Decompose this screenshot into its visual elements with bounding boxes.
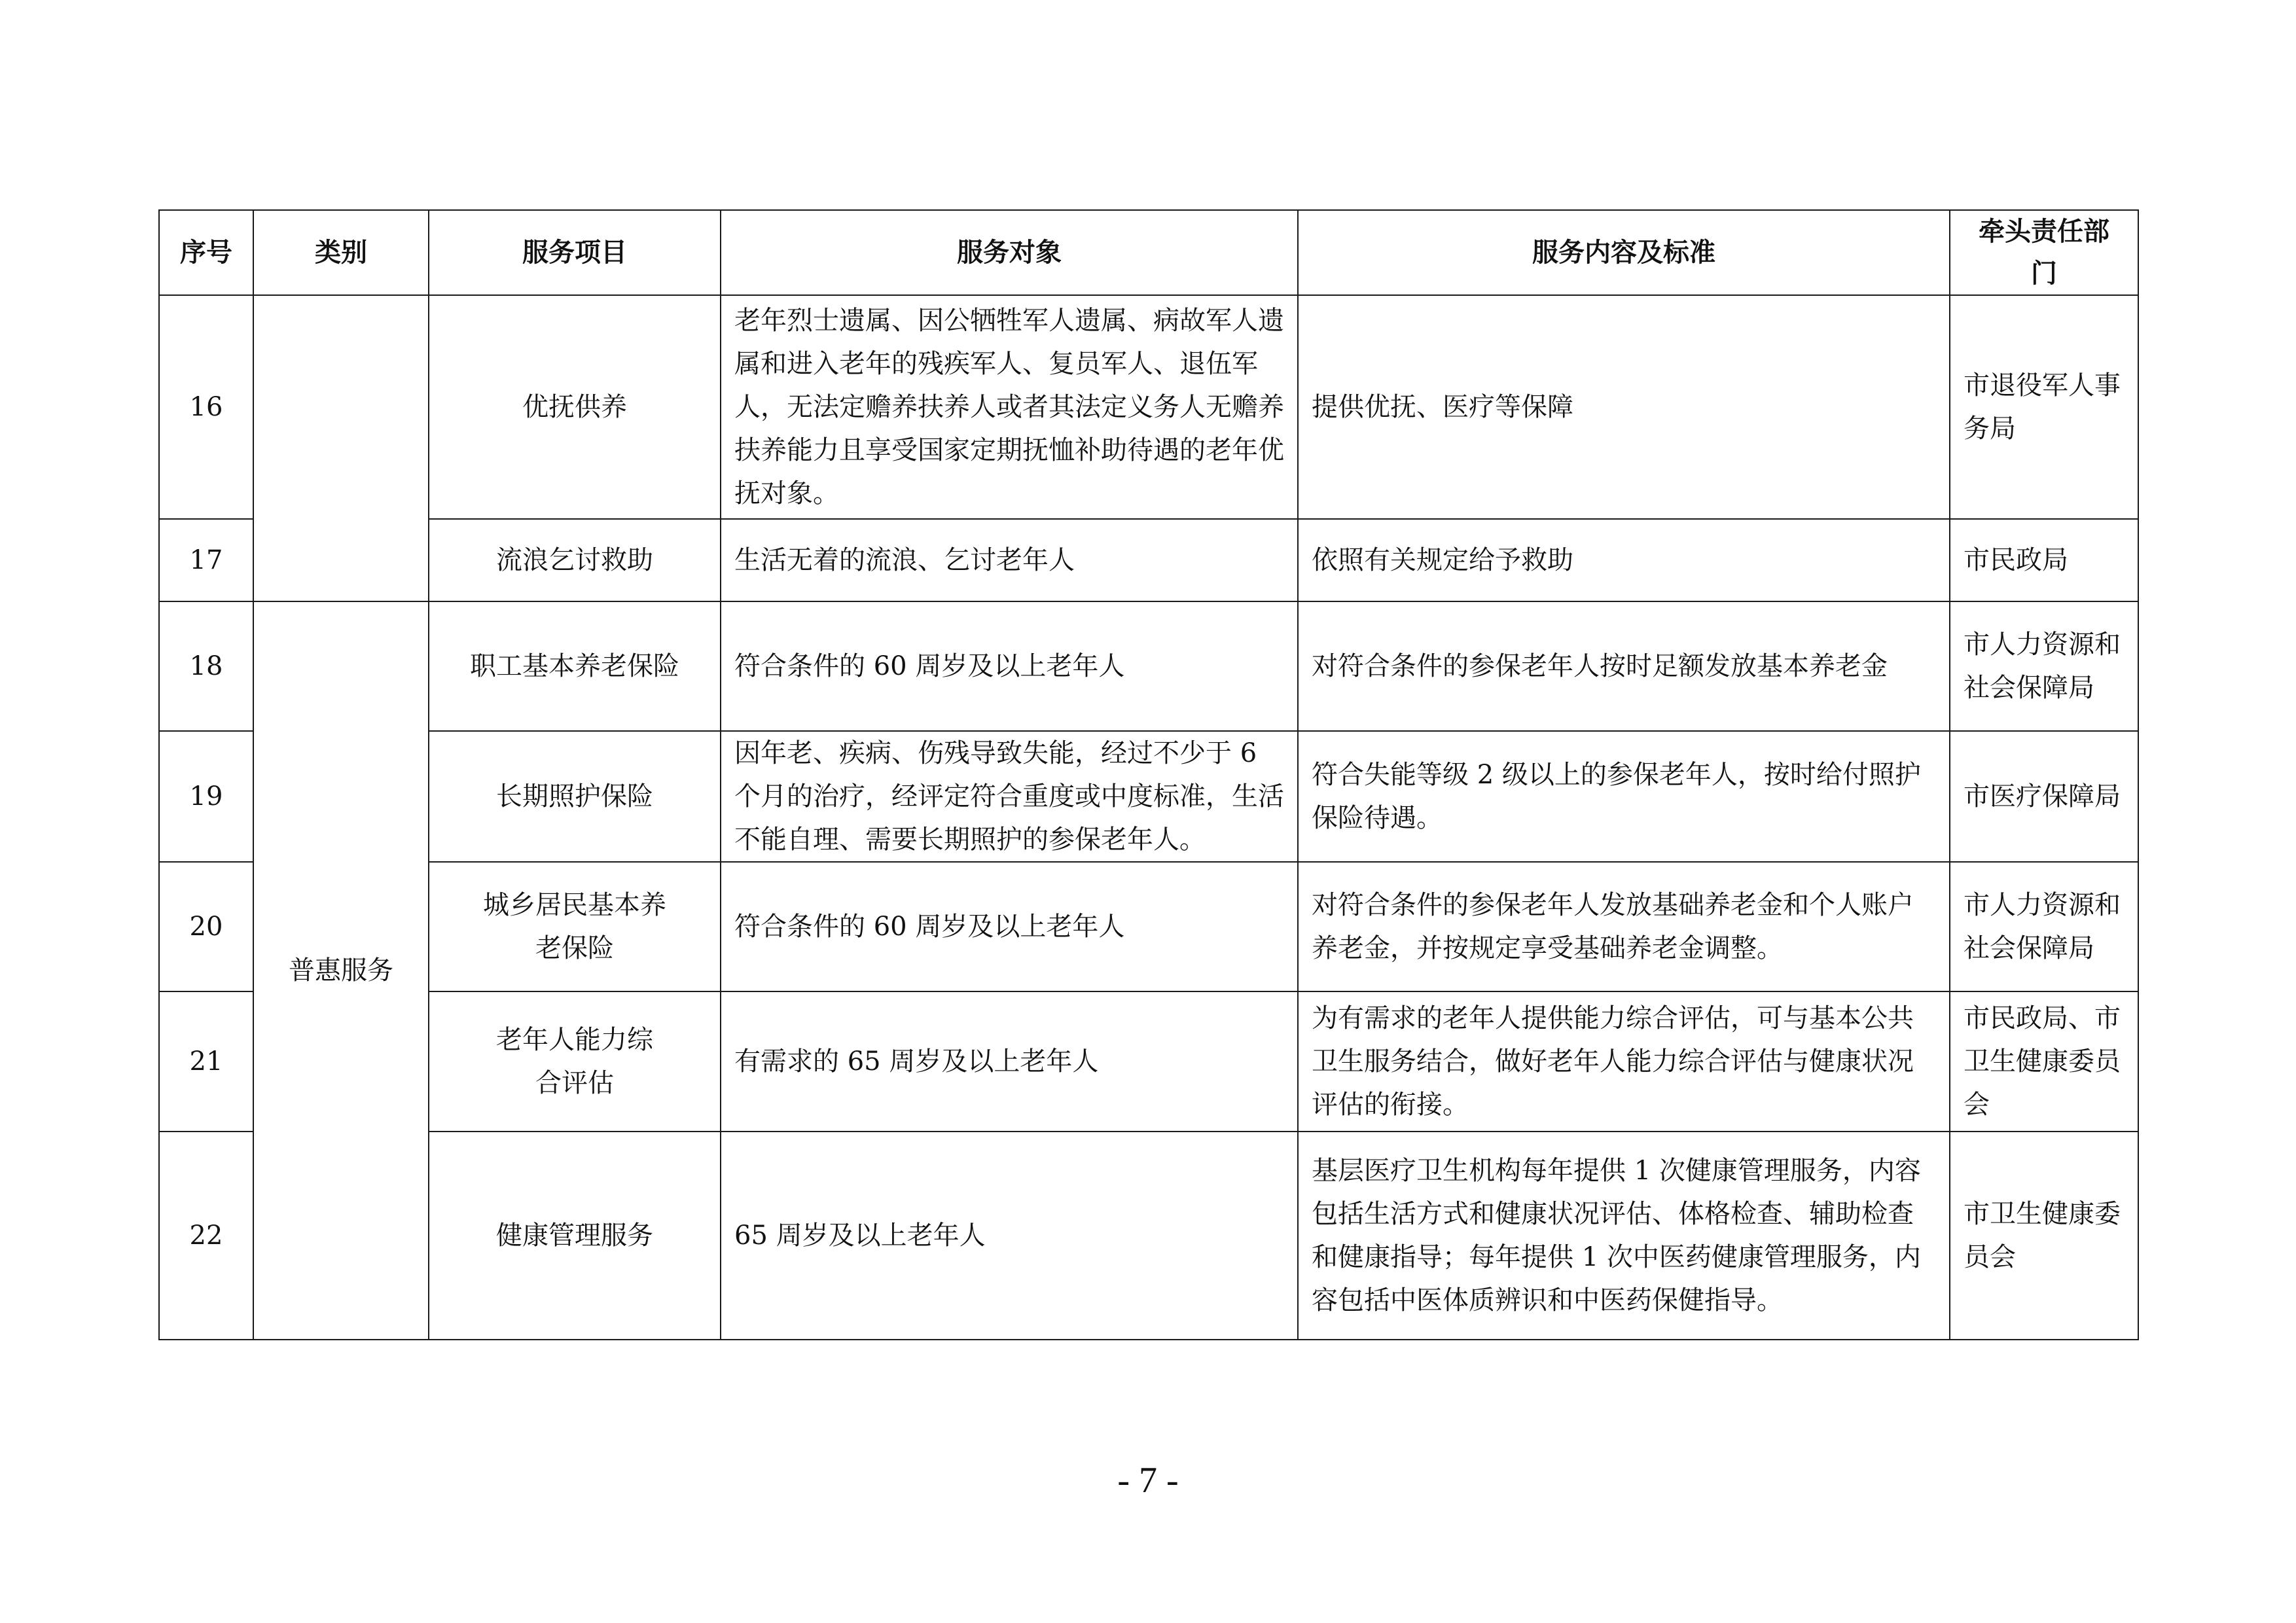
row-dept: 市民政局 xyxy=(1950,519,2138,601)
row-dept: 市人力资源和社会保障局 xyxy=(1950,862,2138,991)
header-target: 服务对象 xyxy=(721,210,1298,295)
header-row xyxy=(159,210,2138,295)
row-target: 符合条件的 60 周岁及以上老年人 xyxy=(721,862,1298,991)
category-cell: 普惠服务 xyxy=(253,601,429,1340)
header-dept: 牵头责任部门 xyxy=(1950,210,2138,295)
row-dept: 市民政局、市卫生健康委员会 xyxy=(1950,991,2138,1132)
row-target: 因年老、疾病、伤残导致失能，经过不少于 6 个月的治疗，经评定符合重度或中度标准，生活不能自理、需要长期照护的参保老年人。 xyxy=(721,731,1298,862)
table-row xyxy=(159,862,2138,991)
row-content: 基层医疗卫生机构每年提供 1 次健康管理服务，内容包括生活方式和健康状况评估、体格检查、辅助检查和健康指导；每年提供 1 次中医药健康管理服务，内容包括中医体质辨识和中医药保健指导。 xyxy=(1298,1132,1950,1340)
row-num: 16 xyxy=(159,295,253,519)
row-item: 长期照护保险 xyxy=(429,731,721,862)
table-row xyxy=(159,731,2138,862)
row-num: 19 xyxy=(159,731,253,862)
row-dept: 市退役军人事务局 xyxy=(1950,295,2138,519)
row-item: 流浪乞讨救助 xyxy=(429,519,721,601)
page-number: - 7 - xyxy=(1117,1460,1179,1501)
header-content: 服务内容及标准 xyxy=(1298,210,1950,295)
header-item: 服务项目 xyxy=(429,210,721,295)
row-content: 对符合条件的参保老年人发放基础养老金和个人账户养老金，并按规定享受基础养老金调整。 xyxy=(1298,862,1950,991)
row-content: 依照有关规定给予救助 xyxy=(1298,519,1950,601)
row-target: 65 周岁及以上老年人 xyxy=(721,1132,1298,1340)
row-content: 为有需求的老年人提供能力综合评估，可与基本公共卫生服务结合，做好老年人能力综合评估与健康状况评估的衔接。 xyxy=(1298,991,1950,1132)
row-num: 22 xyxy=(159,1132,253,1340)
row-num: 20 xyxy=(159,862,253,991)
row-item: 城乡居民基本养老保险 xyxy=(429,862,721,991)
row-num: 17 xyxy=(159,519,253,601)
row-item: 优抚供养 xyxy=(429,295,721,519)
row-dept: 市卫生健康委员会 xyxy=(1950,1132,2138,1340)
category-cell-empty xyxy=(253,295,429,601)
header-category: 类别 xyxy=(253,210,429,295)
row-num: 18 xyxy=(159,601,253,731)
row-num: 21 xyxy=(159,991,253,1132)
row-item: 健康管理服务 xyxy=(429,1132,721,1340)
table-row xyxy=(159,601,2138,731)
row-target: 生活无着的流浪、乞讨老年人 xyxy=(721,519,1298,601)
row-target: 有需求的 65 周岁及以上老年人 xyxy=(721,991,1298,1132)
row-target: 符合条件的 60 周岁及以上老年人 xyxy=(721,601,1298,731)
row-dept: 市人力资源和社会保障局 xyxy=(1950,601,2138,731)
row-item: 职工基本养老保险 xyxy=(429,601,721,731)
row-content: 对符合条件的参保老年人按时足额发放基本养老金 xyxy=(1298,601,1950,731)
row-target: 老年烈士遗属、因公牺牲军人遗属、病故军人遗属和进入老年的残疾军人、复员军人、退伍军人，无法定赡养扶养人或者其法定义务人无赡养扶养能力且享受国家定期抚恤补助待遇的老年优抚对象。 xyxy=(721,295,1298,519)
row-dept: 市医疗保障局 xyxy=(1950,731,2138,862)
row-content: 提供优抚、医疗等保障 xyxy=(1298,295,1950,519)
row-item: 老年人能力综合评估 xyxy=(429,991,721,1132)
table-row xyxy=(159,519,2138,601)
table-row xyxy=(159,1132,2138,1340)
service-table xyxy=(158,209,2139,1340)
table-row xyxy=(159,991,2138,1132)
table-row xyxy=(159,295,2138,519)
row-content: 符合失能等级 2 级以上的参保老年人，按时给付照护保险待遇。 xyxy=(1298,731,1950,862)
header-num: 序号 xyxy=(159,210,253,295)
